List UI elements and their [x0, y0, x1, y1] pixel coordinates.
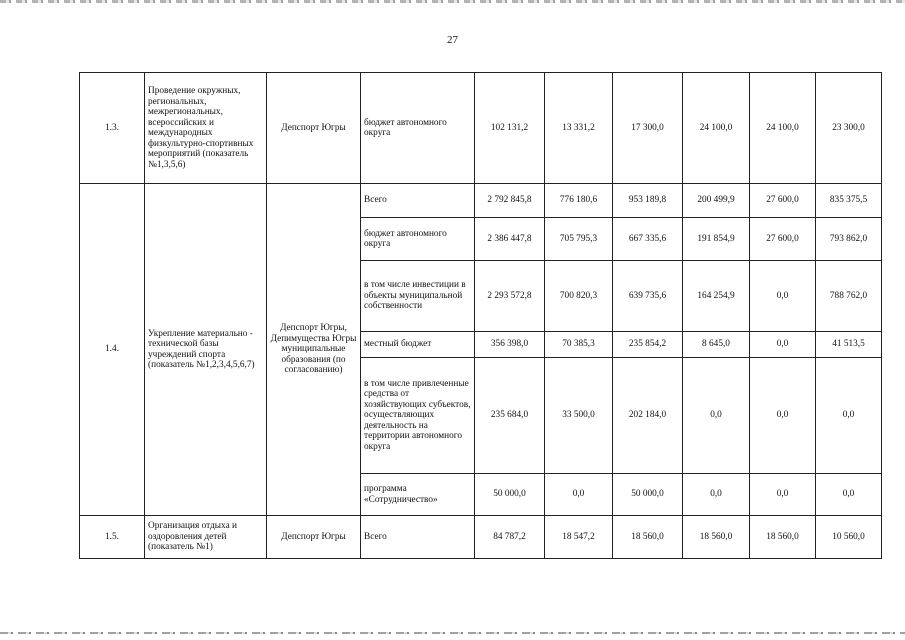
value-cell: 50 000,0 [475, 474, 545, 516]
page-number: 27 [447, 34, 458, 46]
value-cell: 200 499,9 [683, 184, 750, 218]
value-cell: 50 000,0 [613, 474, 683, 516]
value-cell: 13 331,2 [545, 73, 613, 184]
funding-source: бюджет автономного округа [361, 218, 475, 261]
value-cell: 202 184,0 [613, 358, 683, 474]
value-cell: 70 385,3 [545, 332, 613, 358]
value-cell: 0,0 [816, 358, 882, 474]
value-cell: 18 560,0 [683, 516, 750, 559]
value-cell: 27 600,0 [750, 184, 816, 218]
value-cell: 953 189,8 [613, 184, 683, 218]
value-cell: 705 795,3 [545, 218, 613, 261]
funding-source: в том числе привлеченные средства от хозяйствующих субъектов, осуществляющих деятельность на территории автономного округа [361, 358, 475, 474]
executor: Депспорт Югры [267, 516, 361, 559]
value-cell: 700 820,3 [545, 261, 613, 332]
row-index: 1.3. [80, 73, 145, 184]
value-cell: 191 854,9 [683, 218, 750, 261]
row-index: 1.4. [80, 184, 145, 516]
event-name: Организация отдыха и оздоровления детей (показатель №1) [145, 516, 267, 559]
value-cell: 8 645,0 [683, 332, 750, 358]
value-cell: 164 254,9 [683, 261, 750, 332]
value-cell: 18 560,0 [750, 516, 816, 559]
value-cell: 235 684,0 [475, 358, 545, 474]
value-cell: 18 547,2 [545, 516, 613, 559]
funding-source: в том числе инвестиции в объекты муниципальной собственности [361, 261, 475, 332]
funding-source: программа «Сотрудничество» [361, 474, 475, 516]
value-cell: 33 500,0 [545, 358, 613, 474]
funding-source: местный бюджет [361, 332, 475, 358]
value-cell: 17 300,0 [613, 73, 683, 184]
value-cell: 2 792 845,8 [475, 184, 545, 218]
value-cell: 27 600,0 [750, 218, 816, 261]
value-cell: 10 560,0 [816, 516, 882, 559]
scan-edge-bottom [0, 632, 905, 634]
value-cell: 24 100,0 [750, 73, 816, 184]
value-cell: 667 335,6 [613, 218, 683, 261]
table-row [80, 516, 882, 559]
value-cell: 0,0 [683, 474, 750, 516]
row-index: 1.5. [80, 516, 145, 559]
value-cell: 793 862,0 [816, 218, 882, 261]
value-cell: 235 854,2 [613, 332, 683, 358]
event-name: Укрепление материально - технической базы учреждений спорта (показатель №1,2,3,4,5,6,7) [145, 184, 267, 516]
value-cell: 0,0 [816, 474, 882, 516]
table-row [80, 184, 882, 218]
value-cell: 41 513,5 [816, 332, 882, 358]
value-cell: 0,0 [750, 332, 816, 358]
executor: Депспорт Югры, Депимущества Югры муниципальные образования (по согласованию) [267, 184, 361, 516]
value-cell: 0,0 [683, 358, 750, 474]
value-cell: 0,0 [545, 474, 613, 516]
value-cell: 102 131,2 [475, 73, 545, 184]
value-cell: 788 762,0 [816, 261, 882, 332]
value-cell: 0,0 [750, 358, 816, 474]
value-cell: 23 300,0 [816, 73, 882, 184]
value-cell: 0,0 [750, 474, 816, 516]
value-cell: 356 398,0 [475, 332, 545, 358]
value-cell: 2 386 447,8 [475, 218, 545, 261]
funding-source: бюджет автономного округа [361, 73, 475, 184]
value-cell: 24 100,0 [683, 73, 750, 184]
funding-source: Всего [361, 184, 475, 218]
scan-edge-top [0, 0, 905, 3]
budget-table [79, 72, 882, 559]
value-cell: 0,0 [750, 261, 816, 332]
value-cell: 2 293 572,8 [475, 261, 545, 332]
value-cell: 84 787,2 [475, 516, 545, 559]
table-row [80, 73, 882, 184]
value-cell: 776 180,6 [545, 184, 613, 218]
value-cell: 18 560,0 [613, 516, 683, 559]
executor: Депспорт Югры [267, 73, 361, 184]
event-name: Проведение окружных, региональных, межрегиональных, всероссийских и международных физкультурно-спортивных мероприятий (показатель №1,3,5,6) [145, 73, 267, 184]
value-cell: 835 375,5 [816, 184, 882, 218]
value-cell: 639 735,6 [613, 261, 683, 332]
funding-source: Всего [361, 516, 475, 559]
